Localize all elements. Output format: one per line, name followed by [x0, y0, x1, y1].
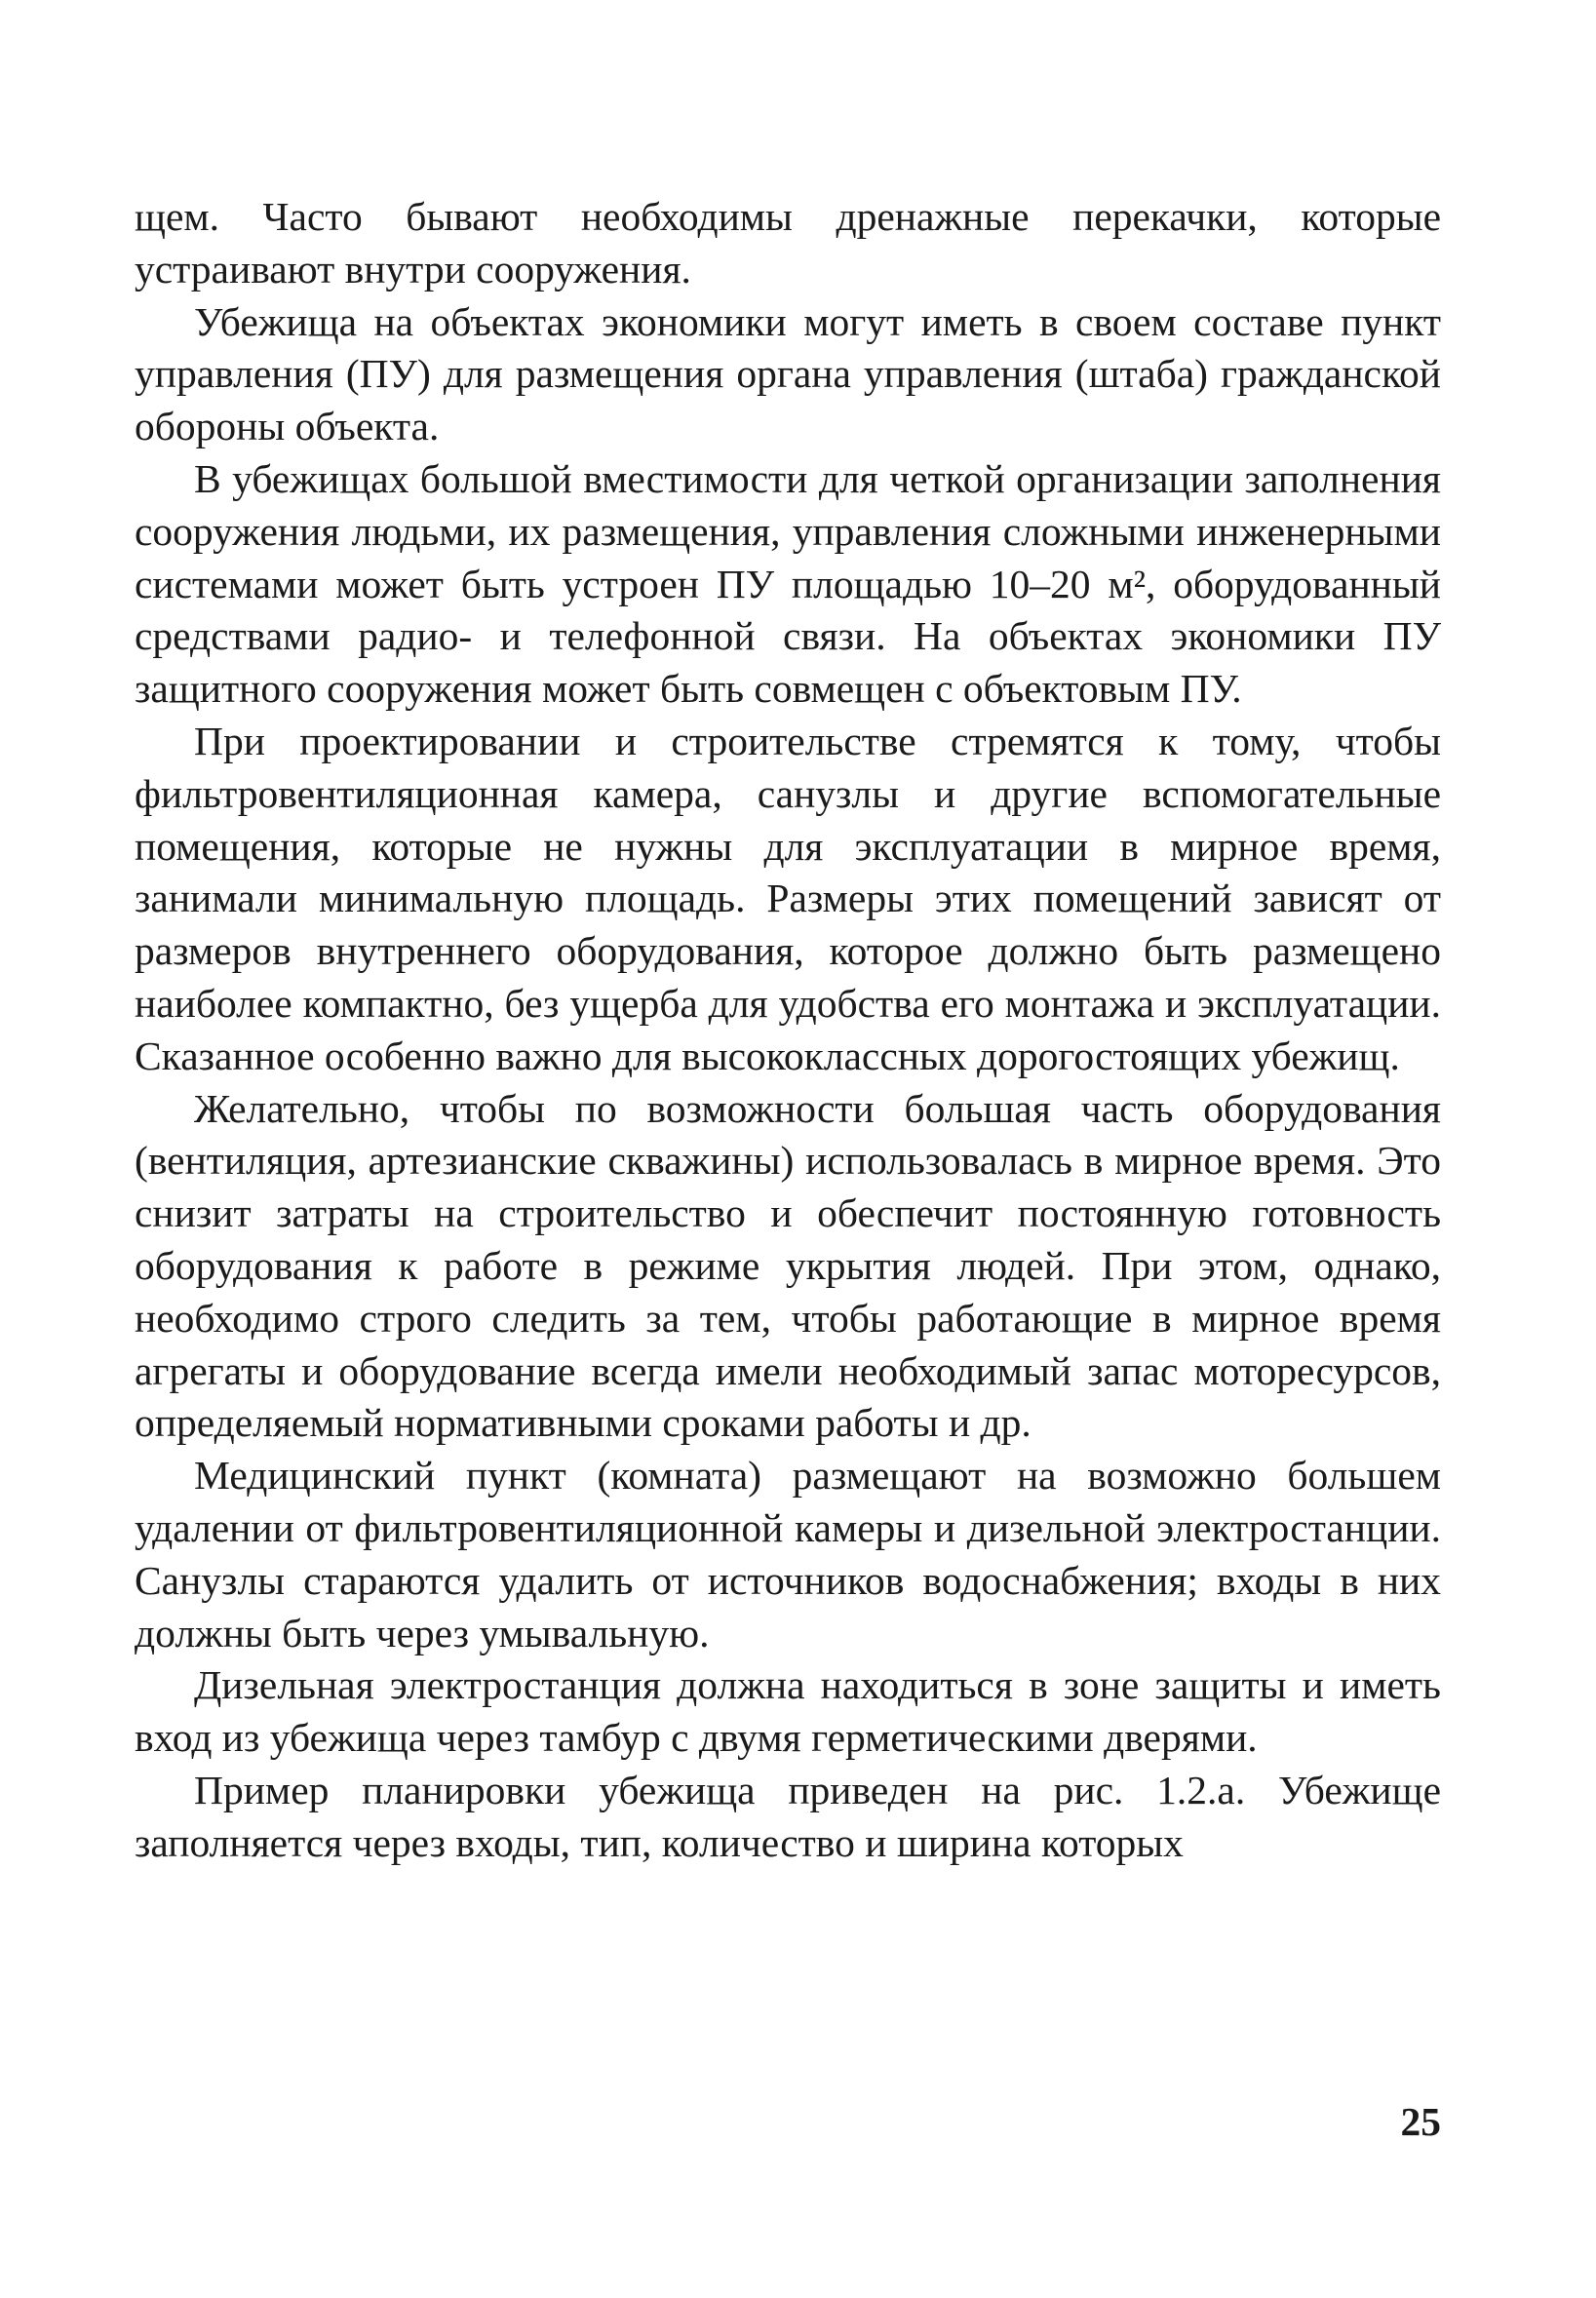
paragraph-diesel-station: Дизельная электростанция должна находиться в зоне защиты и иметь вход из убежища через тамбур с двумя герметическими дверями.	[135, 1662, 1441, 1761]
page-number: 25	[1400, 2099, 1441, 2144]
paragraph-large-shelters: В убежищах большой вместимости для четкой организации заполнения сооружения людьми, их размещения, управления сложными инженерными системами может быть устроен ПУ площадью 10–20 м², оборудованный средствами радио- и телефонной связи. На объектах экономики ПУ защитного сооружения может быть совмещен с объектовым ПУ.	[135, 455, 1441, 712]
document-page	[135, 191, 1441, 2219]
paragraph-design: При проектировании и строительстве стремятся к тому, чтобы фильтровентиляционная камера, санузлы и другие вспомогательные помещения, которые не нужны для эксплуатации в мирное время, занимали минимальную площадь. Размеры этих помещений зависят от размеров внутреннего оборудования, которое должно быть размещено наиболее компактно, без ущерба для удобства его монтажа и эксплуатации. Сказанное особенно важно для высококлассных дорогостоящих убежищ.	[135, 718, 1441, 1078]
paragraph-control-point: Убежища на объектах экономики могут иметь в своем составе пункт управления (ПУ) для размещения органа управления (штаба) гражданской обороны объекта.	[135, 298, 1441, 449]
paragraph-continuation: щем. Часто бывают необходимы дренажные перекачки, которые устраивают внутри сооружения.	[135, 194, 1441, 292]
paragraph-layout-example: Пример планировки убежища приведен на рис. 1.2.а. Убежище заполняется через входы, тип, количество и ширина которых	[135, 1767, 1441, 1865]
paragraph-medical-point: Медицинский пункт (комната) размещают на возможно большем удалении от фильтровентиляционной камеры и дизельной электростанции. Санузлы стараются удалить от источников водоснабжения; входы в них должны быть через умывальную.	[135, 1453, 1441, 1655]
paragraph-equipment-use: Желательно, чтобы по возможности большая часть оборудования (вентиляция, артезианские скважины) использовалась в мирное время. Это снизит затраты на строительство и обеспечит постоянную готовность оборудования к работе в режиме укрытия людей. При этом, однако, необходимо строго следить за тем, чтобы работающие в мирное время агрегаты и оборудование всегда имели необходимый запас моторесурсов, определяемый нормативными сроками работы и др.	[135, 1085, 1441, 1446]
body-text	[135, 191, 1441, 1870]
